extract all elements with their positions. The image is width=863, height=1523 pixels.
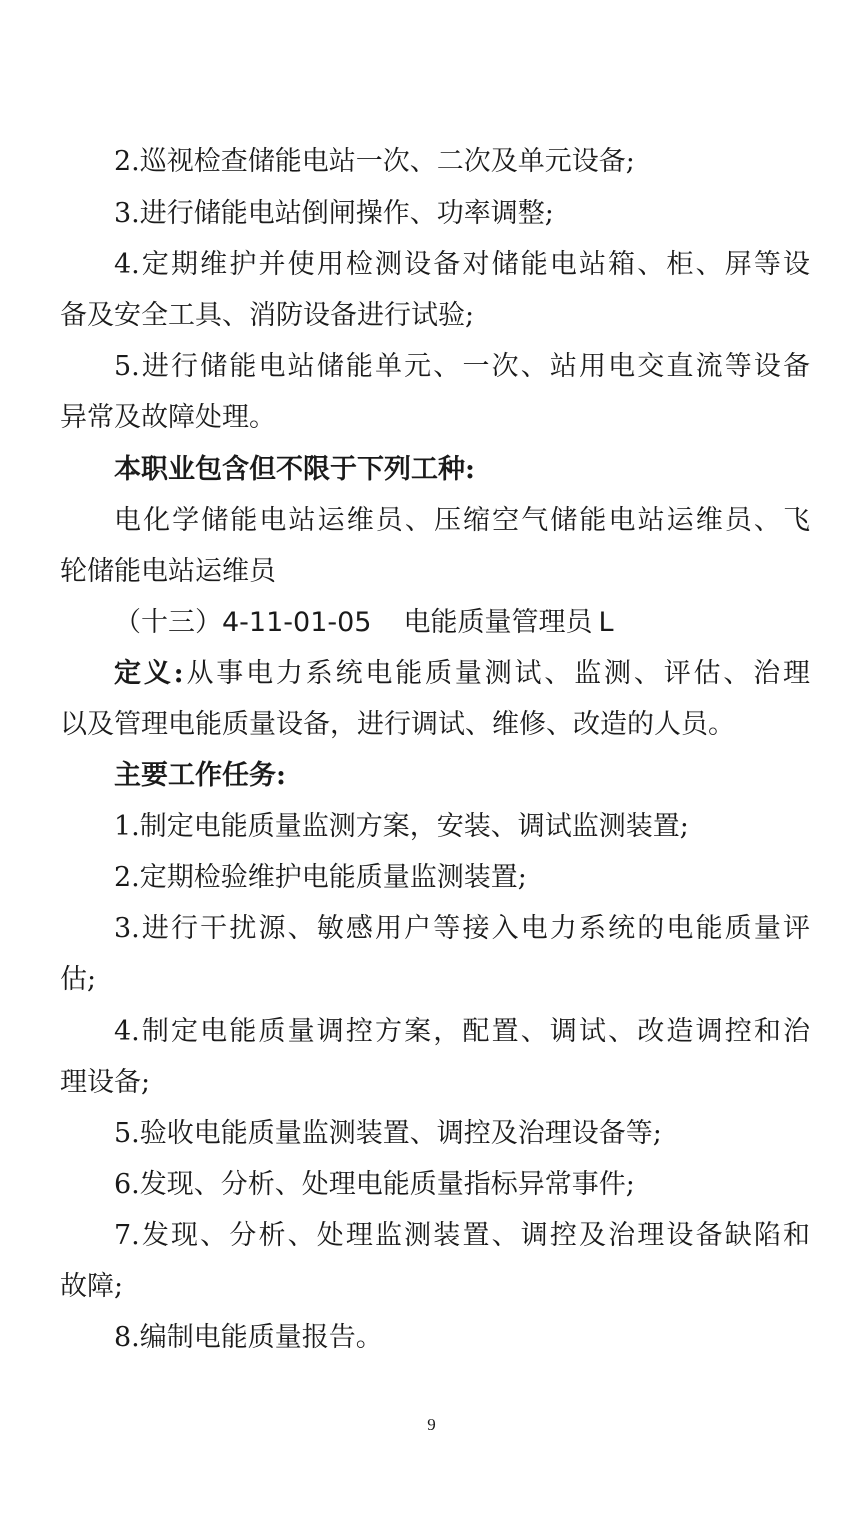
prev-task-4-line-1: 4.定期维护并使用检测设备对储能电站箱、柜、屏等设 (114, 249, 810, 280)
definition-line-1 (114, 657, 810, 691)
task-6: 6.发现、分析、处理电能质量指标异常事件; (114, 1169, 635, 1200)
occupation-heading (114, 606, 810, 640)
prev-task-4-line-2: 备及安全工具、消防设备进行试验; (60, 300, 475, 331)
task-3-line-2: 估; (60, 964, 97, 995)
page-number: 9 (427, 1415, 436, 1434)
occupation-number-prefix: （十三） (114, 607, 222, 638)
occupation-mark: L (598, 607, 614, 638)
task-7-line-2: 故障; (60, 1271, 124, 1302)
task-5: 5.验收电能质量监测装置、调控及治理设备等; (114, 1118, 662, 1149)
task-8: 8.编制电能质量报告。 (114, 1322, 383, 1353)
work-types-list-line-1: 电化学储能电站运维员、压缩空气储能电站运维员、飞 (114, 505, 810, 536)
tasks-heading: 主要工作任务: (114, 760, 286, 791)
task-3-line-1: 3.进行干扰源、敏感用户等接入电力系统的电能质量评 (114, 913, 810, 944)
definition-line-2: 以及管理电能质量设备，进行调试、维修、改造的人员。 (60, 709, 735, 740)
prev-task-2: 2.巡视检查储能电站一次、二次及单元设备; (114, 146, 635, 177)
task-4-line-1: 4.制定电能质量调控方案，配置、调试、改造调控和治 (114, 1016, 810, 1047)
task-1: 1.制定电能质量监测方案，安装、调试监测装置; (114, 811, 689, 842)
work-types-heading: 本职业包含但不限于下列工种: (114, 454, 475, 485)
prev-task-5-line-1: 5.进行储能电站储能单元、一次、站用电交直流等设备 (114, 351, 810, 382)
task-4-line-2: 理设备; (60, 1067, 151, 1098)
definition-label: 定义: (114, 658, 184, 689)
prev-task-3: 3.进行储能电站倒闸操作、功率调整; (114, 198, 554, 229)
occupation-title: 电能质量管理员 (403, 607, 593, 638)
occupation-code: 4-11-01-05 (222, 607, 372, 638)
definition-text-1: 从事电力系统电能质量测试、监测、评估、治理 (183, 658, 810, 689)
task-7-line-1: 7.发现、分析、处理监测装置、调控及治理设备缺陷和 (114, 1220, 810, 1251)
prev-task-5-line-2: 异常及故障处理。 (60, 402, 276, 433)
work-types-list-line-2: 轮储能电站运维员 (60, 556, 276, 587)
task-2: 2.定期检验维护电能质量监测装置; (114, 862, 527, 893)
